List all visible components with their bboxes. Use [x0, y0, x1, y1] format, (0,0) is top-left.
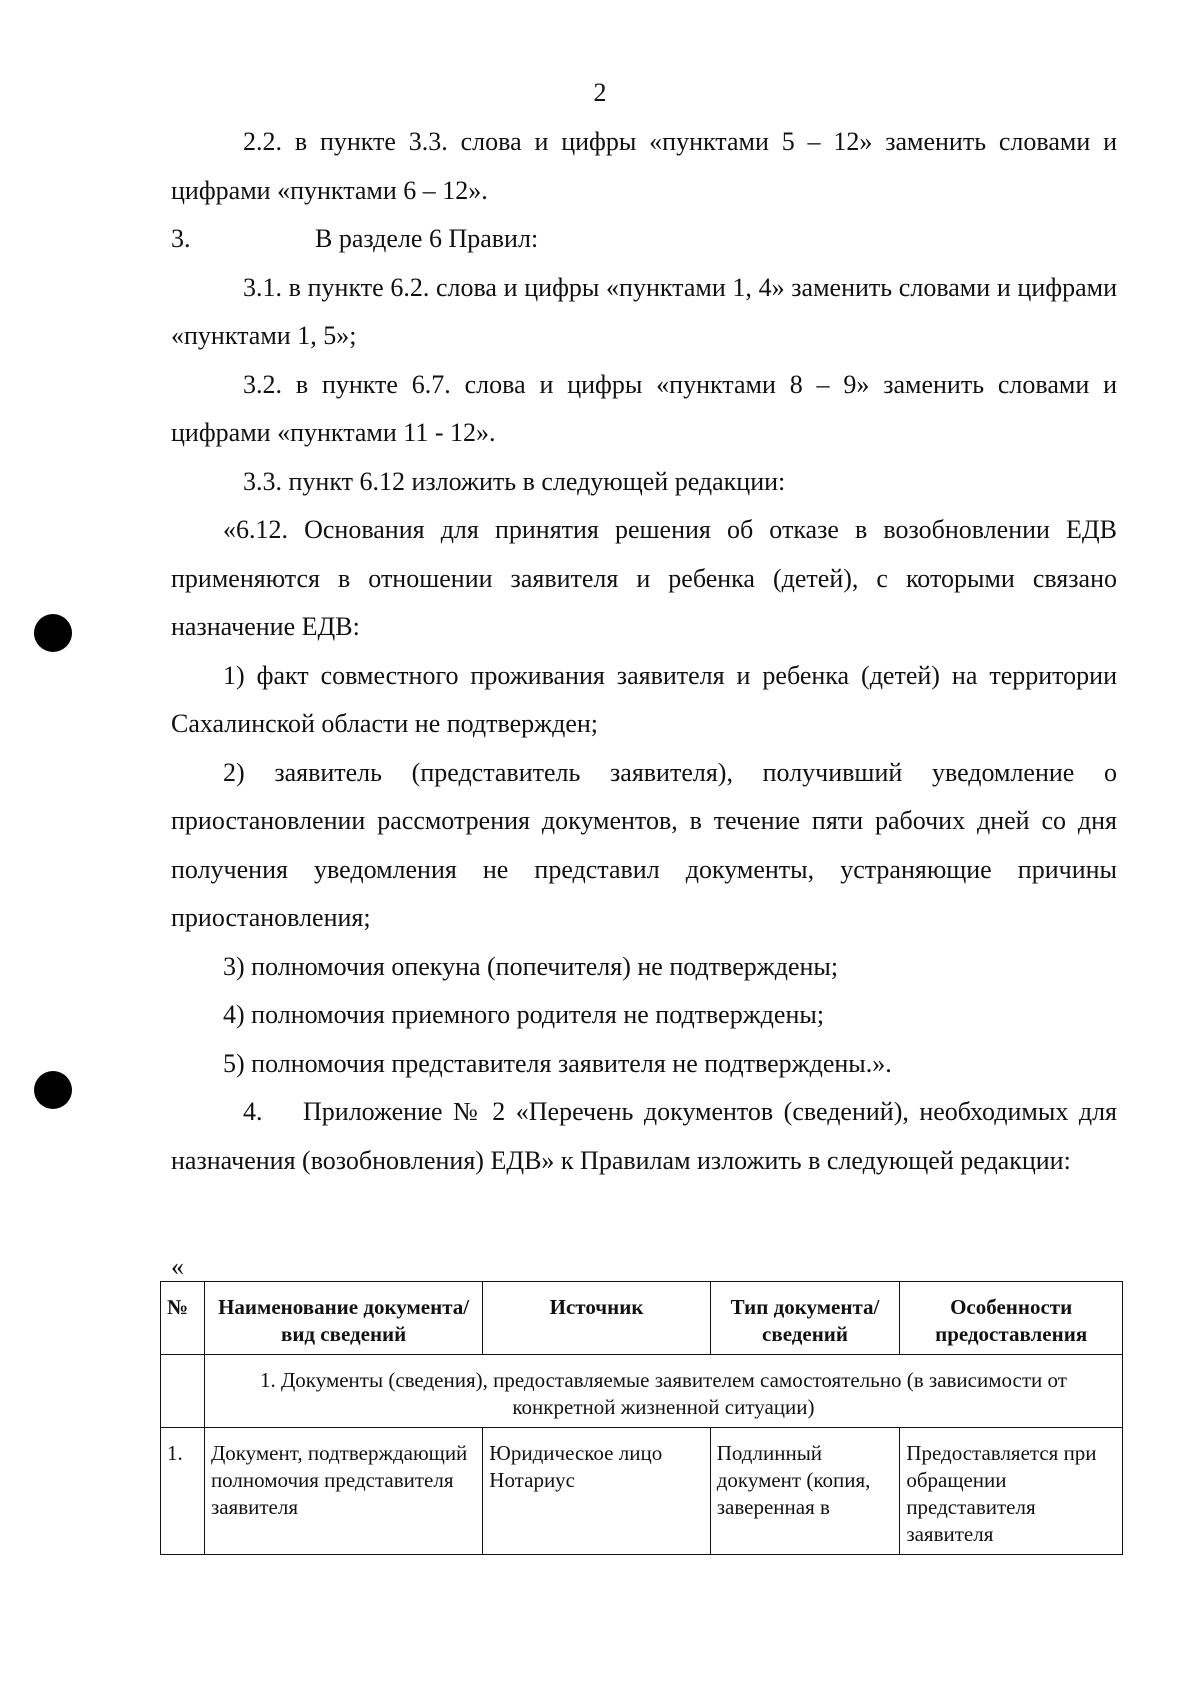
header-type: Тип документа/сведений [710, 1282, 900, 1355]
punch-hole-bottom [34, 1071, 72, 1109]
page-number: 2 [593, 78, 607, 107]
paragraph-3-2: 3.2. в пункте 6.7. слова и цифры «пунктами 8 – 9» заменить словами и цифрами «пунктами 11 - 12». [171, 369, 1117, 447]
document-body [171, 118, 1117, 1185]
row-source: Юридическое лицо Нотариус [483, 1428, 710, 1555]
documents-table [160, 1281, 1123, 1555]
paragraph-2-2: 2.2. в пункте 3.3. слова и цифры «пунктами 5 – 12» заменить словами и цифрами «пунктами 6 – 12». [171, 127, 1117, 205]
header-num: № [161, 1282, 205, 1355]
list-item-2: 2) заявитель (представитель заявителя), получивший уведомление о приостановлении рассмотрения документов, в течение пяти рабочих дней со дня получения уведомления не представил документы, устраняющие причины приостановления; [171, 757, 1117, 932]
section-row-title: 1. Документы (сведения), предоставляемые заявителем самостоятельно (в зависимости от конкретной жизненной ситуации) [204, 1355, 1122, 1428]
row-notes: Предоставляется при обращении представителя заявителя [900, 1428, 1123, 1555]
section-3-heading [171, 215, 1117, 264]
list-item-1: 1) факт совместного проживания заявителя и ребенка (детей) на территории Сахалинской области не подтвержден; [171, 660, 1117, 738]
header-name: Наименование документа/вид сведений [204, 1282, 482, 1355]
list-item-4: 4) полномочия приемного родителя не подтверждены; [223, 1000, 825, 1029]
table-row [161, 1428, 1123, 1555]
paragraph-3-1: 3.1. в пункте 6.2. слова и цифры «пунктами 1, 4» заменить словами и цифрами «пунктами 1, 5»; [171, 272, 1117, 350]
list-item-3: 3) полномочия опекуна (попечителя) не подтверждены; [223, 951, 839, 981]
paragraph-3-3: 3.3. пункт 6.12 изложить в следующей редакции: [243, 466, 786, 496]
header-notes: Особенности предоставления [900, 1282, 1123, 1355]
section-4-text: Приложение № 2 «Перечень документов (сведений), необходимых для назначения (возобновления) ЕДВ» к Правилам изложить в следующей редакции: [171, 1097, 1117, 1175]
row-type: Подлинный документ (копия, заверенная в [710, 1428, 900, 1555]
paragraph-4 [171, 1088, 1117, 1185]
section-row-spacer [161, 1355, 205, 1428]
section-3-text: В разделе 6 Правил: [315, 224, 539, 253]
list-item-5: 5) полномочия представителя заявителя не подтверждены.». [223, 1048, 892, 1078]
table-header-row [161, 1282, 1123, 1355]
punch-hole-top [34, 614, 72, 652]
section-3-number: 3. [171, 224, 191, 253]
section-4-number: 4. [243, 1097, 263, 1126]
table-open-quote: « [171, 1252, 184, 1281]
header-source: Источник [483, 1282, 710, 1355]
paragraph-6-12: «6.12. Основания для принятия решения об отказе в возобновлении ЕДВ применяются в отношении заявителя и ребенка (детей), с которыми связано назначение ЕДВ: [171, 515, 1117, 641]
table-section-row [161, 1355, 1123, 1428]
row-num: 1. [161, 1428, 205, 1555]
row-name: Документ, подтверждающий полномочия представителя заявителя [204, 1428, 482, 1555]
